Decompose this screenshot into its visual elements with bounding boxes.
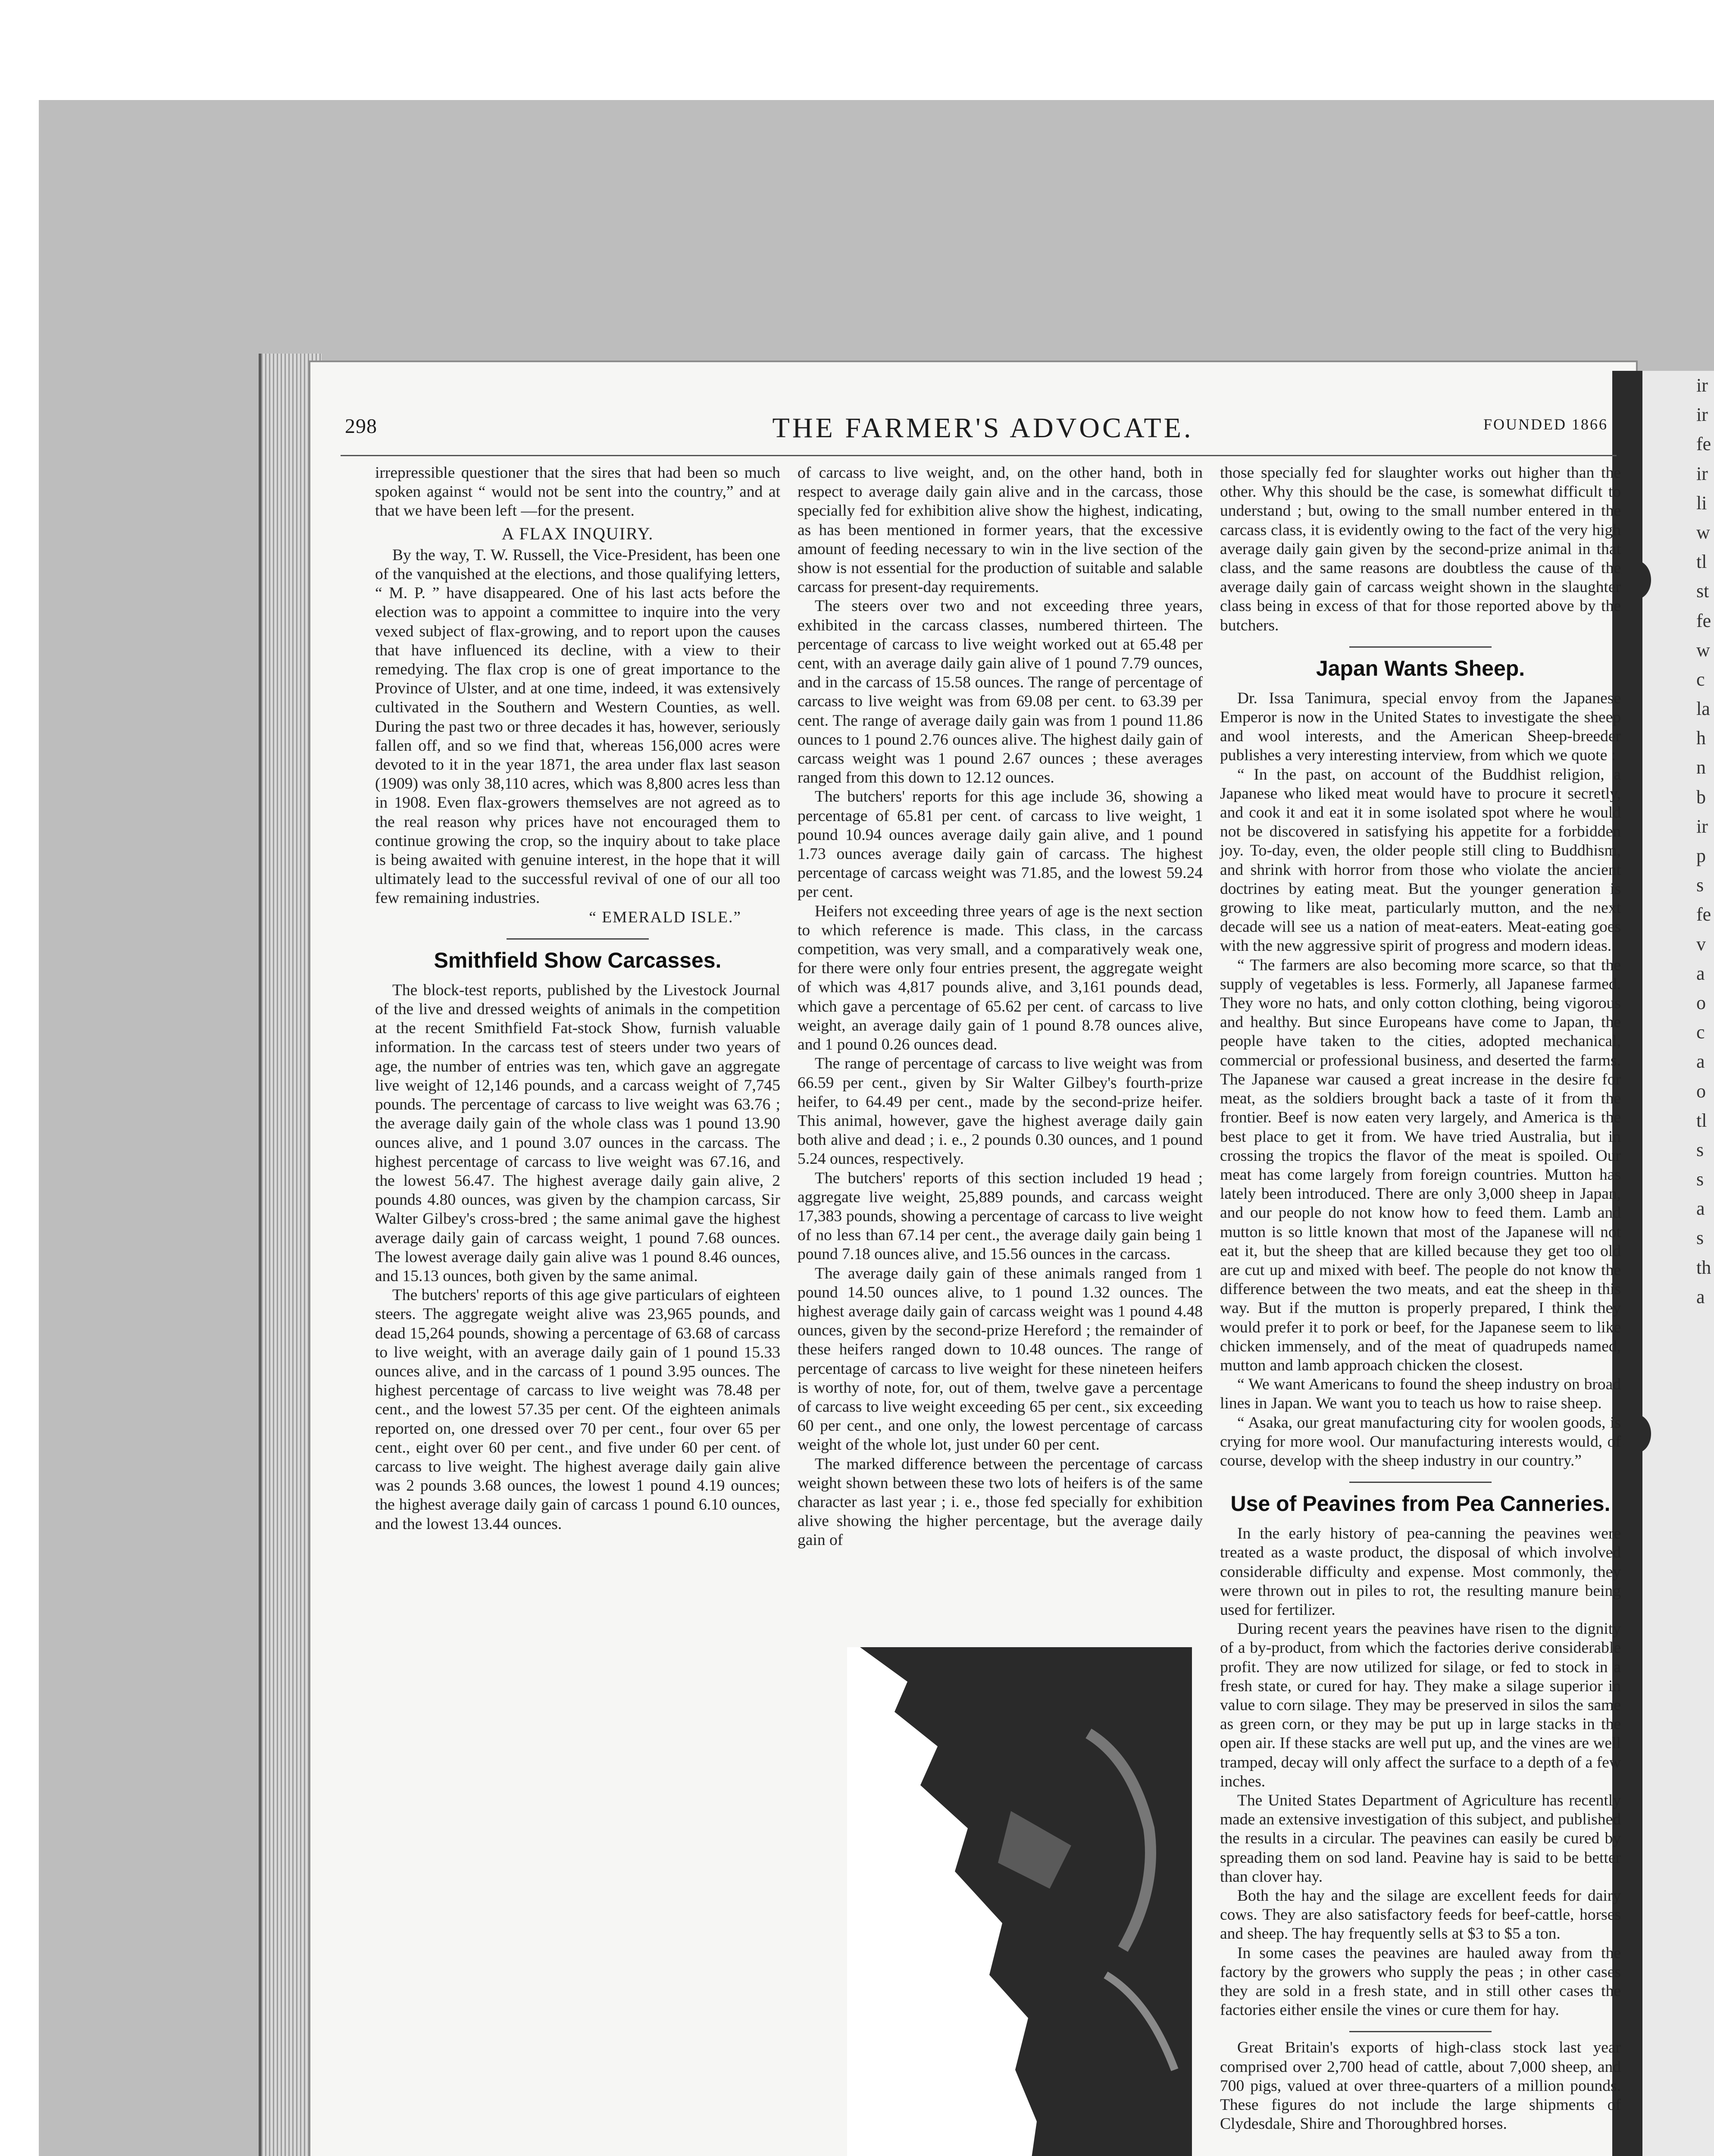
facing-page-fragment-text: p	[1696, 845, 1706, 866]
facing-page-fragment-text: s	[1696, 1227, 1704, 1249]
facing-page-fragment-text: a	[1696, 1051, 1705, 1072]
facing-page-fragment-text: th	[1696, 1257, 1711, 1278]
facing-page-fragment-text: w	[1696, 639, 1710, 661]
paragraph: The range of percentage of carcass to live weight was from 66.59 per cent., given by Sir Walter Gilbey's fourth-prize heifer, to 64.49 per cent., made by the second-prize heifer. This animal, however, gave the highest average daily gain both alive and dead ; i. e., 2 pounds 0.30 ounces, and 1 pound 5.24 ounces, respectively.	[798, 1055, 1203, 1168]
masthead-title: THE FARMER'S ADVOCATE.	[772, 412, 1194, 444]
photograph	[847, 1647, 1192, 2156]
paragraph: In the early history of pea-canning the peavines were treated as a waste product, the disposal of which involved considerable difficulty and expense. Most commonly, they were thrown out in piles to rot, the resulting manure being used for fertilizer.	[1220, 1525, 1621, 1619]
facing-page-fragment-text: tl	[1696, 1109, 1707, 1131]
binding-hole	[1621, 561, 1651, 599]
paragraph: The butchers' reports of this age give particulars of eighteen steers. The aggregate weight alive was 23,965 pounds, and dead 15,264 pounds, showing a percentage of 63.68 of carcass to live weight, with an average daily gain of 1 pound 15.33 ounces alive, and in the carcass of 1 pound 3.95 ounces. The highest percentage of carcass to live weight was 78.48 per cent., and the lowest 57.35 per cent. Of the eighteen animals reported on, one dressed over 70 per cent., four over 65 per cent., eight over 60 per cent., and five under 60 per cent. of carcass to live weight. The highest average daily gain alive was 2 pounds 3.68 ounces, the lowest 1 pound 4.19 ounces; the highest average daily gain of carcass 1 pound 6.10 ounces, and the lowest 13.44 ounces.	[375, 1286, 780, 1533]
paragraph: Both the hay and the silage are excellent feeds for dairy cows. They are also satisfactory feeds for beef-cattle, horses and sheep. The hay frequently sells at $3 to $5 a ton.	[1220, 1887, 1621, 1943]
section-divider	[507, 938, 649, 940]
paragraph: The marked difference between the percentage of carcass weight shown between these two lots of heifers is of the same character as last year ; i. e., those fed specially for exhibition alive showing the higher percentage, but the average daily gain of	[798, 1455, 1203, 1549]
facing-page-fragment-text: h	[1696, 727, 1706, 749]
section-divider	[1349, 1482, 1492, 1483]
article-title-peavines: Use of Peavines from Pea Canneries.	[1230, 1492, 1611, 1516]
paragraph: “ We want Americans to found the sheep industry on broad lines in Japan. We want you to teach us how to raise sheep.	[1220, 1376, 1621, 1413]
facing-page-fragment-text: a	[1696, 962, 1705, 984]
paragraph: “ The farmers are also becoming more scarce, so that the supply of vegetables is less. Formerly, all Japanese farmed. They wore no hats, and only cotton clothing, being vigorous and healthy. But since Europeans have come to Japan, the people have taken to the cities, adopted mechanical, commercial or professional business, and deserted the farms. The Japanese war caused a great increase in the desire for meat, as the soldiers brought back a taste of it from the frontier. Beef is now eaten very largely, and America is the best place to get it from. We have tried Australia, but in crossing the tropics the flavor of the meat is spoiled. Our meat has come largely from foreign countries. Mutton has lately been introduced. There are only 3,000 sheep in Japan, and our people do not know how to feed them. Lamb and mutton is so little known that most of the Japanese will not eat it, but the sheep that are killed because they get too old are cut up and mixed with beef. The people do not know the difference between the two meats, and eat the sheep in this way. But if the mutton is properly prepared, I think they would prefer it to pork or beef, for the Japanese seem to like chicken immensely, and of the meat of quadrupeds named, mutton and lamb approach chicken the closest.	[1220, 956, 1621, 1374]
facing-page-fragment-text: a	[1696, 1286, 1705, 1307]
paragraph: of carcass to live weight, and, on the other hand, both in respect to average daily gain alive and in the carcass, those specially fed for exhibition alive show the highest, indicating, as has been mentioned in former years, that the excessive amount of feeding necessary to win in the live section of the show is not essential for the production of suitable and salable carcass for present-day requirements.	[798, 464, 1203, 596]
facing-page-fragment-text: b	[1696, 786, 1706, 808]
facing-page-fragment-text: v	[1696, 933, 1706, 955]
facing-page-fragment-text: c	[1696, 1022, 1705, 1043]
column-1	[375, 464, 780, 1534]
section-divider	[1349, 646, 1492, 648]
paragraph: Dr. Issa Tanimura, special envoy from the Japanese Emperor is now in the United States to investigate the sheep and wool interests, and the American Sheep-breeder publishes a very interesting interview, from which we quote :	[1220, 689, 1621, 765]
facing-page-fragment-text: o	[1696, 1080, 1706, 1102]
paragraph: The United States Department of Agriculture has recently made an extensive investigation of this subject, and published the results in a circular. The peavines can easily be cured by spreading them on sod land. Peavine hay is said to be better than clover hay.	[1220, 1792, 1621, 1886]
paragraph: “ Asaka, our great manufacturing city for woolen goods, is crying for more wool. Our manufacturing interests would, of course, develop with the sheep industry in our country.”	[1220, 1413, 1621, 1470]
photograph-image	[847, 1647, 1192, 2156]
facing-page-text	[1636, 371, 1714, 1312]
facing-page-fragment	[1636, 371, 1714, 2156]
paragraph: By the way, T. W. Russell, the Vice-President, has been one of the vanquished at the elections, and those qualifying letters, “ M. P. ” have disappeared. One of his last acts before the election was to appoint a committee to inquire into the very vexed subject of flax-growing, and to report upon the causes that have influenced its decline, with a view to their remedying. The flax crop is one of great importance to the Province of Ulster, and at one time, indeed, it was extensively cultivated in the Southern and Western Counties, as well. During the past two or three decades it has, however, seriously fallen off, and so we find that, whereas 156,000 acres were devoted to it in the year 1871, the area under flax last season (1909) was only 38,110 acres, which was 8,800 acres less than in 1908. Even flax-growers themselves are not agreed as to the real reason why prices have not encouraged them to continue growing the crop, so the inquiry about to take place is being awaited with genuine interest, in the hope that it will ultimately lead to the successful revival of one of our all too few remaining industries.	[375, 546, 780, 907]
facing-page-fragment-text: o	[1696, 992, 1706, 1013]
paragraph: The butchers' reports for this age include 36, showing a percentage of 65.81 per cent. of carcass to live weight, 1 pound 10.94 ounces average daily gain alive, and 1 pound 1.73 ounces average daily gain of carcass. The highest percentage of carcass weight was 71.85, and the lowest 59.24 per cent.	[798, 788, 1203, 901]
article-title-smithfield: Smithfield Show Carcasses.	[434, 948, 722, 972]
header-rule	[341, 455, 1617, 456]
paragraph: In some cases the peavines are hauled away from the factory by the growers who supply the peas ; in other cases they are sold in a fresh state, and in still other cases the factories either ensile the vines or cure them for hay.	[1220, 1944, 1621, 2019]
column-3	[1220, 464, 1621, 2134]
facing-page-fragment-text: la	[1696, 698, 1710, 720]
section-heading-flax-inquiry: A FLAX INQUIRY.	[501, 523, 654, 543]
paragraph: those specially fed for slaughter works out higher than the other. Why this should be the case, is somewhat difficult to understand ; but, owing to the small number entered in the carcass class, it is evidently owing to the fact of the very high average daily gain given by the second-prize animal in that class, and the same reasons are doubtless the cause of the average daily gain of carcass weight shown in the slaughter class being in excess of that for those reported above by the butchers.	[1220, 464, 1621, 634]
paragraph: During recent years the peavines have risen to the dignity of a by-product, from which the factories derive considerable profit. They are now utilized for silage, or fed to stock in a fresh state, or cured for hay. They make a silage superior in value to corn silage. They may be preserved in silos the same as green corn, or they may be put up in large stacks in the open air. If these stacks are well put up, and the vines are well tramped, decay will only affect the surface to a depth of a few inches.	[1220, 1620, 1621, 1790]
facing-page-fragment-text: a	[1696, 1198, 1705, 1219]
founded-year: FOUNDED 1866	[1483, 416, 1608, 433]
facing-page-fragment-text: fe	[1696, 433, 1711, 455]
paragraph: irrepressible questioner that the sires that had been so much spoken against “ would not be sent into the country,” and at that we have been left —for the present.	[375, 464, 780, 520]
column-2	[798, 464, 1203, 1550]
author-signature: “ EMERALD ISLE.”	[589, 908, 741, 926]
page-header	[341, 412, 1625, 451]
facing-page-fragment-text: n	[1696, 757, 1706, 778]
paragraph: The butchers' reports of this section included 19 head ; aggregate live weight, 25,889 pounds, and carcass weight 17,383 pounds, showing a percentage of carcass to live weight of no less than 67.14 per cent., the average daily gain being 1 pound 7.18 ounces alive, and 15.56 ounces in the carcass.	[798, 1169, 1203, 1263]
facing-page-fragment-text: fe	[1696, 610, 1711, 631]
facing-page-fragment-text: st	[1696, 580, 1709, 602]
facing-page-fragment-text: ir	[1696, 404, 1708, 426]
binding-hole	[1621, 1414, 1651, 1453]
paragraph: The block-test reports, published by the Livestock Journal of the live and dressed weights of animals in the competition at the recent Smithfield Fat-stock Show, furnish valuable information. In the carcass test of steers under two years of age, the number of entries was ten, which gave an aggregate live weight of 12,146 pounds, and a carcass weight of 7,745 pounds. The percentage of carcass to live weight was 63.76 ; the average daily gain of the whole class was 1 pound 13.90 ounces alive, and 1 pound 3.07 ounces in the carcass. The highest percentage of carcass to live weight was 67.16, and the lowest 56.47. The highest average daily gain alive, 2 pounds 4.80 ounces, was given by the champion carcass, Sir Walter Gilbey's cross-bred ; the same animal gave the highest average daily gain of carcass weight, 1 pound 7.68 ounces. The lowest average daily gain alive was 1 pound 8.46 ounces, and 15.13 ounces, both given by the same animal.	[375, 981, 780, 1285]
paragraph: Heifers not exceeding three years of age is the next section to which reference is made. This class, in the carcass competition, was very small, and a comparatively weak one, for there were only four entries present, the aggregate weight of which was 4,817 pounds alive, and 3,161 pounds dead, which gave a percentage of 65.62 per cent. of carcass to live weight, an average daily gain of 1 pound 8.78 ounces alive, and 1 pound 0.26 ounces dead.	[798, 902, 1203, 1054]
paragraph: The average daily gain of these animals ranged from 1 pound 14.50 ounces alive, to 1 pound 1.32 ounces. The highest average daily gain of carcass weight was 1 pound 4.48 ounces, given by the second-prize Hereford ; the remainder of these heifers ranged down to 10.48 ounces. The range of percentage of carcass to live weight for these nineteen heifers is worthy of note, for, out of them, twelve gave a percentage of carcass to live weight exceeding 65 per cent., six exceeding 60 per cent., and one only, the lowest percentage of carcass weight of the whole lot, just under 60 per cent.	[798, 1264, 1203, 1454]
facing-page-fragment-text: li	[1696, 492, 1707, 514]
page-number: 298	[345, 415, 377, 438]
facing-page-fragment-text: s	[1696, 874, 1704, 896]
section-divider	[1349, 2031, 1492, 2032]
paragraph: The steers over two and not exceeding three years, exhibited in the carcass classes, numbered thirteen. The percentage of carcass to live weight worked out at 65.48 per cent, with an average daily gain alive of 1 pound 7.79 ounces, and in the carcass of 15.58 ounces. The range of percentage of carcass to live weight was from 69.08 per cent. to 63.39 per cent. The range of average daily gain was from 1 pound 11.86 ounces to 1 pound 2.76 ounces alive. The highest daily gain of carcass weight was 1 pound 2.67 ounces ; these averages ranged from this down to 12.12 ounces.	[798, 597, 1203, 787]
facing-page-fragment-text: ir	[1696, 375, 1708, 396]
facing-page-fragment-text: ir	[1696, 463, 1708, 484]
facing-page-fragment-text: c	[1696, 668, 1705, 690]
facing-page-fragment-text: tl	[1696, 551, 1707, 573]
article-title-japan-sheep: Japan Wants Sheep.	[1316, 656, 1525, 680]
facing-page-fragment-text: s	[1696, 1139, 1704, 1160]
paragraph: “ In the past, on account of the Buddhist religion, a Japanese who liked meat would have to procure it secretly, and cook it and eat it in some isolated spot where he would not be discovered in satisfying his appetite for a forbidden joy. To-day, even, the older people still cling to Buddhism, and shrink with horror from those who violate the ancient doctrines by eating meat. But the younger generation is growing to like meat, particularly mutton, and the next decade will see us a nation of meat-eaters. Meat-eating goes with the new aggressive spirit of progress and modern ideas.	[1220, 765, 1621, 955]
facing-page-fragment-text: ir	[1696, 815, 1708, 837]
paragraph: Great Britain's exports of high-class stock last year comprised over 2,700 head of cattle, about 7,000 sheep, and 700 pigs, valued at over three-quarters of a million pounds. These figures do not include the large shipments of Clydesdale, Shire and Thoroughbred horses.	[1220, 2039, 1621, 2133]
facing-page-fragment-text: w	[1696, 521, 1710, 543]
facing-page-fragment-text: fe	[1696, 904, 1711, 925]
facing-page-fragment-text: s	[1696, 1169, 1704, 1190]
